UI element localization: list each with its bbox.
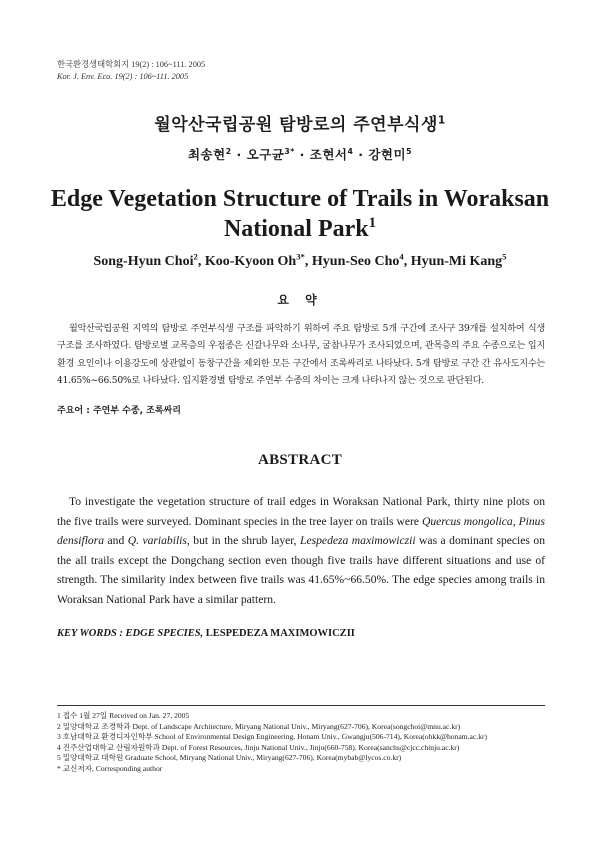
english-author-list: Song-Hyun Choi$^2$, Koo-Kyoon $Oh^{3*}$, Hyun-Seo Cho$^4$, Hyun-Mi Kang$^5$ [93, 251, 507, 269]
korean-title [0, 110, 600, 135]
author-separator: · [299, 147, 305, 162]
korean-title-footnote-mark: 1 [437, 114, 446, 127]
korean-author-name: 강현미 [368, 147, 407, 162]
english-abstract [57, 492, 545, 609]
english-keywords-text: LESPEDEZA MAXIMOWICZII [203, 628, 355, 639]
abstract-text: , but in the shrub layer, [186, 534, 301, 547]
korean-author-affiliation: 3* [284, 146, 295, 156]
journal-citation [57, 59, 205, 83]
english-keywords-label: KEY WORDS : EDGE SPECIES, [57, 628, 204, 639]
korean-author-name: 조현서 [309, 147, 348, 162]
korean-author-name: 최송현 [187, 147, 226, 162]
abstract-text: To investigate the vegetation structure of trail edges in Woraksan National Park, thirty nine plots on the five trails were surveyed. Dominant species in the tree layer on trails were [57, 495, 545, 528]
english-author-affiliation: 2 [193, 251, 198, 262]
species-name: Pinus densiflora [57, 514, 545, 547]
footnote-divider [57, 705, 545, 706]
species-name: Lespedeza maximowiczii [300, 534, 416, 547]
english-author-name: Koo-Kyoon Oh [204, 254, 297, 269]
korean-author-name: 오구균 [246, 147, 285, 162]
korean-keywords [57, 403, 181, 416]
footnote: 4 진주산업대학교 산림자원학과 Dept. of Forest Resources, Jinju National Univ., Jinju(660-758). Korea(sanchs@cjcc.chinju.ac.kr) [57, 742, 460, 752]
korean-abstract: 월악산국립공원 지역의 탐방로 주연부식생 구조를 파악하기 위하여 주요 탐방로 5개 구간에 조사구 39개를 설치하여 식생 구조를 조사하였다. 탐방로별 교목층의 우점종은 신갈나무와 소나무, 굴참나무가 조사되었으며, 관목층의 주요 수종으로는 입지환경 요인이나 이용강도에 상관없이 동창구간을 제외한 모든 구간에서 조록싸리로 나타났다. 5개 탐방로 구간 간 유사도지수는 41.65%~66.50%로 나타났다. 입지환경별 탐방로 주연부 수종의 차이는 크게 나타나지 않는 것으로 판단된다. [57, 324, 545, 386]
english-author-name: Hyun-Seo Cho [311, 254, 400, 269]
english-author-affiliation: 4 [399, 251, 404, 262]
korean-keywords-label: 주요어 : [57, 406, 90, 416]
english-title-text: Edge Vegetation Structure of Trails in Woraksan National Park [50, 186, 550, 242]
korean-author-affiliation: 2 [225, 146, 232, 156]
english-author-affiliation: 5 [502, 251, 507, 262]
english-title [40, 184, 560, 244]
korean-abstract-heading: 요 약 [277, 293, 323, 307]
abstract-text: was a dominant species on the all trails except the Dongchang section even though five trails have different situations and use of strength. The similarity index between five trails was 41.65%~66.50%. The edge species among trails in Woraksan National Park have a similar pattern. [57, 534, 545, 606]
korean-title-text: 월악산국립공원 탐방로의 주연부식생 [154, 115, 438, 135]
footnote: 1 접수 1월 27일 Received on Jan. 27, 2005 [57, 711, 190, 720]
journal-citation-korean: 한국환경생태학회지 19(2) : 106~111. 2005 [57, 60, 206, 69]
species-name: Q. variabilis [127, 534, 187, 547]
english-title-footnote-mark: 1 [368, 215, 377, 231]
footnote: 5 밀양대학교 대학원 Graduate School, Miryang National Univ., Miryang(627-706), Korea(mybab@lycos.co.kr) [57, 753, 402, 763]
author-separator: · [236, 147, 242, 162]
footnote: 2 밀양대학교 조경학과 Dept. of Landscape Architecture, Miryang National Univ., Miryang(627-706), Korea(songchoi@mnu.ac.kr) [57, 721, 461, 731]
english-author-name: Hyun-Mi Kang [410, 254, 503, 269]
korean-author-list [0, 145, 600, 163]
korean-author-affiliation: 5 [406, 146, 412, 156]
korean-keywords-text: 주연부 수종, 조록싸리 [92, 406, 181, 416]
english-keywords [57, 628, 355, 639]
abstract-text: , [512, 514, 519, 528]
abstract-heading: ABSTRACT [257, 452, 343, 468]
english-author-name: Song-Hyun Choi [93, 254, 194, 269]
footnote: * 교신저자, Corresponding author [57, 763, 163, 773]
abstract-text: and [104, 534, 128, 547]
author-separator: · [358, 147, 364, 162]
journal-citation-english: Kor. J. Env. Eco. 19(2) : 106~111. 2005 [57, 72, 189, 81]
footnotes [57, 711, 557, 775]
species-name: Quercus mongolica [421, 514, 513, 528]
korean-author-affiliation: 4 [347, 146, 354, 156]
english-author-affiliation: 3* [296, 251, 305, 262]
footnote: 3 호남대학교 환경디자인학부 School of Environmental Design Engineering, Honam Univ., Gwangju(506-714), Korea(ohkk@honam.ac.kr) [57, 732, 488, 742]
